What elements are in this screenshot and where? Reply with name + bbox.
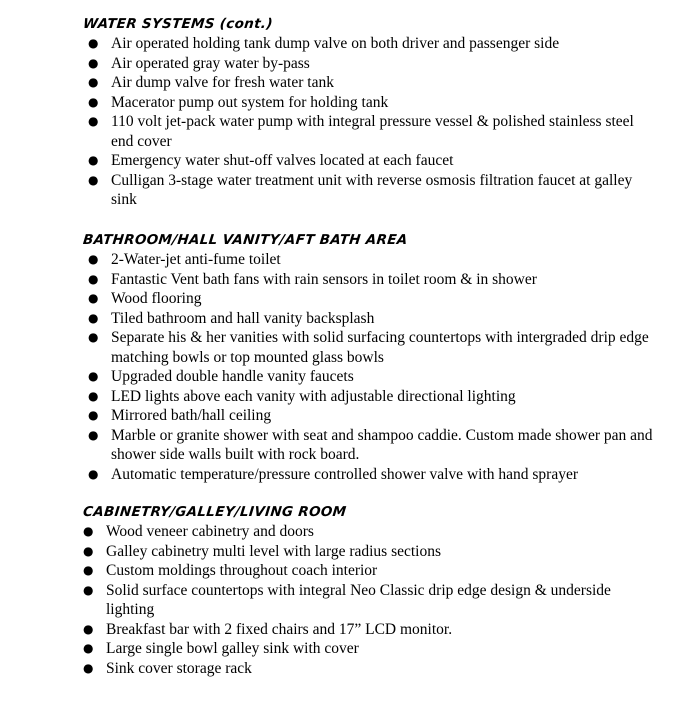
list-item-text: 2-Water-jet anti-fume toilet [111,251,281,268]
list-item [0,659,700,679]
list-item-text: Sink cover storage rack [106,659,252,677]
list-item [0,465,700,485]
list-item [0,426,700,465]
list-item [0,54,700,74]
list-item-text: Galley cabinetry multi level with large radius sections [106,542,442,560]
list-item [0,171,700,210]
list-item-text: Marble or granite shower with seat and shampoo caddie. Custom made shower pan and shower side walls built with rock board. [111,426,653,463]
bullet-icon: ● [88,153,99,167]
list-item [0,270,700,290]
cabinetry-section [0,502,700,678]
list-item-text: Culligan 3-stage water treatment unit with reverse osmosis filtration faucet at galley sink [111,171,633,208]
list-item [0,34,700,54]
list-item [0,561,700,581]
list-item-text: Separate his & her vanities with solid surfacing countertops with intergraded drip edge matching bowls or top mounted glass bowls [111,329,649,366]
bullet-icon: ● [88,94,99,109]
bullet-icon: ● [83,563,94,577]
list-item [0,387,700,407]
list-item-text: LED lights above each vanity with adjustable directional lighting [111,387,516,405]
bullet-icon: ● [88,310,99,325]
list-item-text: Large single bowl galley sink with cover [106,640,359,657]
list-item-text: Breakfast bar with 2 fixed chairs and 17” LCD monitor. [106,620,453,638]
list-item [0,309,700,329]
bullet-icon: ● [88,427,99,442]
bullet-icon: ● [83,524,94,538]
list-item [0,93,700,113]
list-item-text: Tiled bathroom and hall vanity backsplash [111,309,375,327]
bathroom-section [0,230,700,484]
list-item-text: Solid surface countertops with integral Neo Classic drip edge design & underside lighting [106,581,611,618]
bullet-icon: ● [88,36,99,50]
water-systems-section [0,14,700,210]
cabinetry-heading: CABINETRY/GALLEY/LIVING ROOM [82,504,348,520]
bullet-icon: ● [88,408,99,422]
list-item-text: Custom moldings throughout coach interior [106,562,378,579]
list-item-text: 110 volt jet-pack water pump with integral pressure vessel & polished stainless steel end cover [111,113,634,150]
bullet-icon: ● [88,55,99,70]
bullet-icon: ● [88,291,99,305]
list-item-text: Fantastic Vent bath fans with rain sensors in toilet room & in shower [111,270,537,288]
list-item [0,289,700,309]
list-item-text: Macerator pump out system for holding tank [111,93,389,111]
bullet-icon: ● [83,582,94,597]
list-item [0,620,700,640]
list-item [0,112,700,151]
bullet-icon: ● [88,114,99,128]
list-item [0,151,700,171]
water-systems-list [0,34,700,210]
list-item [0,250,700,270]
list-item-text: Wood veneer cabinetry and doors [106,523,314,540]
list-item [0,328,700,367]
bullet-icon: ● [88,271,99,286]
list-item-text: Mirrored bath/hall ceiling [111,407,272,424]
list-item [0,522,700,542]
bullet-icon: ● [88,75,99,89]
list-item-text: Air operated gray water by-pass [111,54,310,72]
list-item-text: Air dump valve for fresh water tank [111,74,334,91]
bullet-icon: ● [88,369,99,383]
bullet-icon: ● [88,330,99,344]
list-item-text: Air operated holding tank dump valve on both driver and passenger side [111,35,560,52]
water-systems-heading: WATER SYSTEMS (cont.) [82,16,274,32]
list-item [0,639,700,659]
list-item-text: Automatic temperature/pressure controlled shower valve with hand sprayer [111,465,578,483]
bullet-icon: ● [83,641,94,655]
bullet-icon: ● [88,252,99,266]
bullet-icon: ● [88,388,99,403]
list-item [0,542,700,562]
bullet-icon: ● [83,543,94,558]
bathroom-list [0,250,700,484]
list-item [0,581,700,620]
bathroom-heading: BATHROOM/HALL VANITY/AFT BATH AREA [82,232,409,248]
list-item-text: Upgraded double handle vanity faucets [111,368,354,385]
list-item [0,73,700,93]
list-item-text: Emergency water shut-off valves located at each faucet [111,152,454,169]
list-item [0,406,700,426]
bullet-icon: ● [88,466,99,481]
cabinetry-list [0,522,700,678]
bullet-icon: ● [88,172,99,187]
bullet-icon: ● [83,660,94,675]
bullet-icon: ● [83,621,94,636]
list-item [0,367,700,387]
list-item-text: Wood flooring [111,290,202,307]
